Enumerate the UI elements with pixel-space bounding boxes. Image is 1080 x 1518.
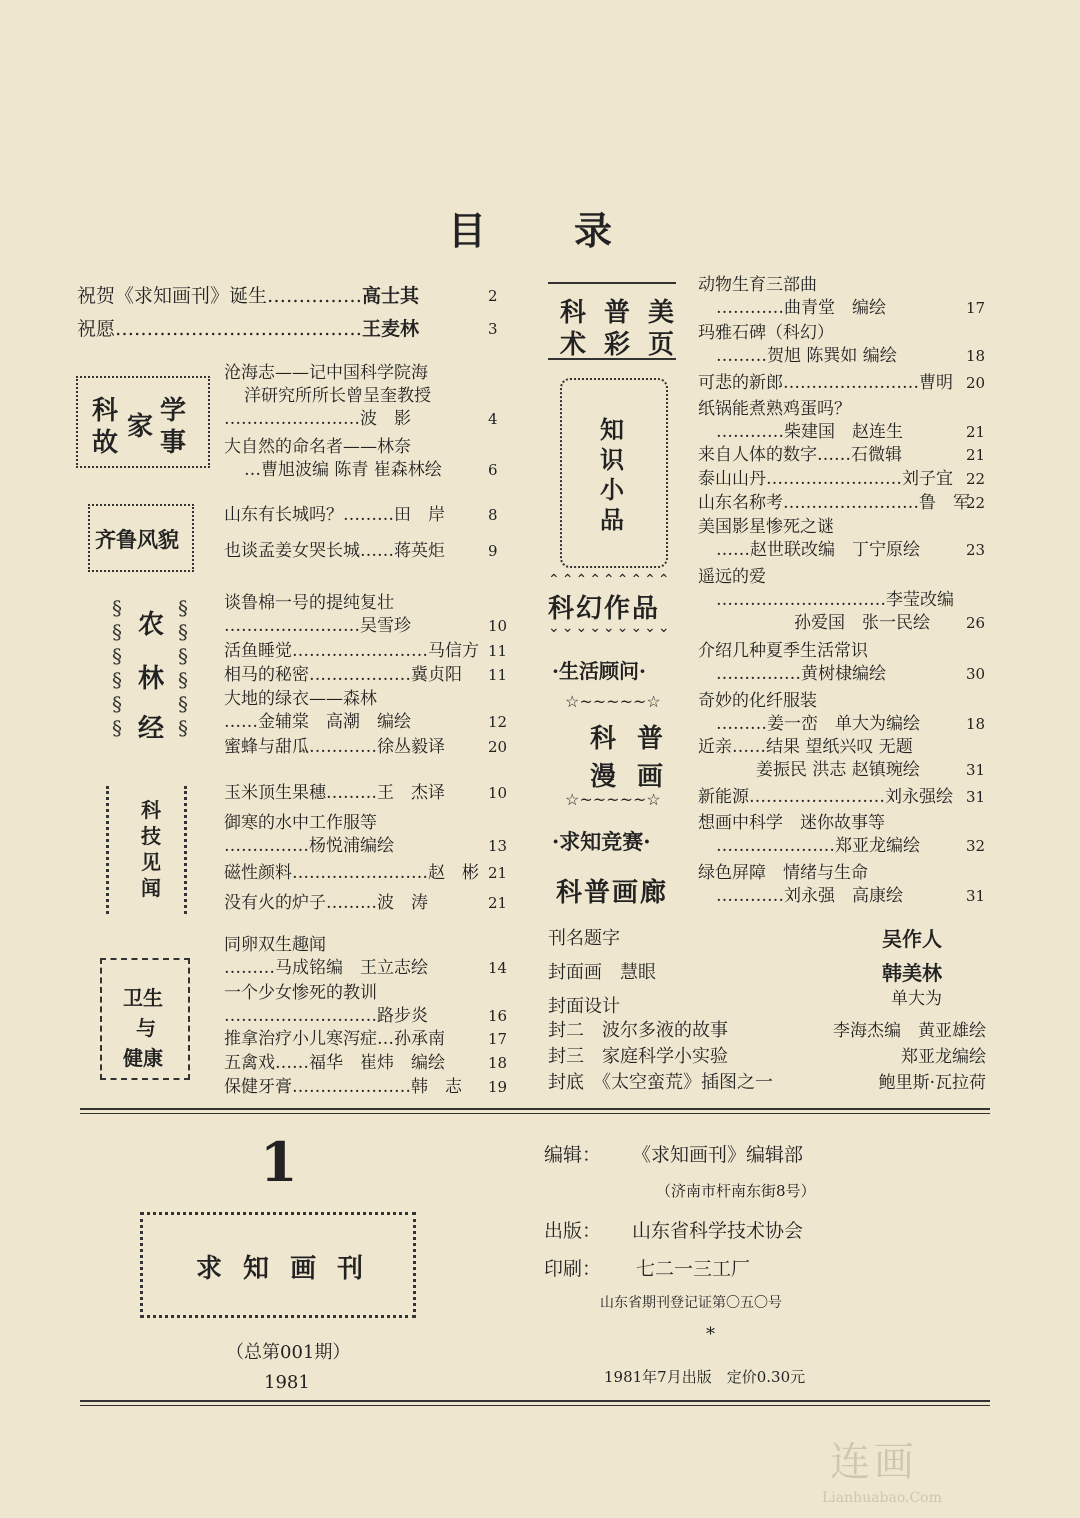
toc-entry-detail: ……赵世联改编 丁宁原绘: [716, 540, 920, 560]
page-number: 19: [488, 1078, 508, 1096]
section-label: 漫 画: [590, 762, 670, 792]
divider: [80, 1108, 990, 1110]
page-number: 17: [966, 299, 986, 317]
toc-entry[interactable]: 祝愿…………………………………王麦林: [77, 318, 420, 340]
toc-entry-detail: ……………………吴雪珍: [224, 616, 411, 636]
watermark-logo: 连画: [830, 1439, 918, 1485]
page-number: 11: [488, 642, 508, 660]
decoration: ⌄⌄⌄⌄⌄⌄⌄⌄⌄: [548, 620, 672, 636]
toc-entry-detail: ………姜一峦 单大为编绘: [716, 714, 920, 734]
publisher-value: 山东省科学技术协会: [632, 1220, 804, 1242]
toc-entry-title[interactable]: 蜜蜂与甜瓜…………徐丛毅译: [224, 737, 445, 757]
page-number: 10: [488, 617, 508, 635]
section-label: 科: [141, 798, 161, 822]
toc-entry-title[interactable]: 山东有长城吗？………田 岸: [224, 505, 445, 525]
section-label: 技: [141, 824, 161, 848]
editor-key: 编辑：: [544, 1144, 602, 1166]
decoration: ☆~~~~~☆: [565, 692, 661, 711]
toc-entry-title[interactable]: 玛雅石碑（科幻）: [698, 323, 834, 343]
section-label: 健康: [123, 1046, 163, 1070]
address: （济南市杆南东街8号）: [656, 1182, 816, 1200]
credit-label: 封面画 慧眼: [548, 962, 656, 983]
toc-entry-title[interactable]: 同卵双生趣闻: [224, 935, 326, 955]
toc-entry-title[interactable]: 动物生育三部曲: [698, 275, 817, 295]
section-label: 品: [600, 505, 624, 534]
section-label: 小: [600, 475, 624, 504]
wave-border: § § § § § §: [178, 596, 188, 740]
toc-entry-detail: ……………………波 影: [224, 409, 411, 429]
section-label: 卫生: [123, 986, 163, 1010]
toc-entry-title[interactable]: 大自然的命名者——林奈: [224, 437, 411, 457]
section-label: 经: [138, 714, 165, 744]
credit-value: 韩美林: [882, 961, 942, 985]
page-number: 4: [488, 410, 498, 428]
toc-entry-detail: …………柴建国 赵连生: [716, 422, 903, 442]
section-label: 科普美: [560, 298, 693, 328]
toc-entry-detail: …曹旭波编 陈青 崔森林绘: [244, 460, 442, 480]
issue-number: 1: [260, 1130, 298, 1194]
section-label: 林: [138, 664, 165, 694]
page-number: 20: [488, 738, 508, 756]
page-number: 12: [488, 713, 508, 731]
page-title: 目 录: [448, 208, 617, 253]
toc-entry-title[interactable]: 五禽戏……福华 崔炜 编绘: [224, 1053, 445, 1073]
divider: [548, 282, 676, 284]
page-number: 31: [966, 887, 986, 905]
section-label: 齐鲁风貌: [95, 527, 179, 552]
toc-entry-detail: ……………黄树棣编绘: [716, 664, 886, 684]
page-number: 18: [488, 1054, 508, 1072]
toc-entry-detail: …………………………李莹改编: [716, 590, 954, 610]
section-label: ·生活顾问·: [552, 659, 646, 683]
toc-entry-title[interactable]: 山东名称考……………………鲁 军: [698, 493, 970, 513]
editor-value: 《求知画刊》编辑部: [632, 1144, 804, 1166]
page-number: 13: [488, 837, 508, 855]
page-number: 16: [488, 1007, 508, 1025]
page-number: 10: [488, 784, 508, 802]
page-number: 6: [488, 461, 498, 479]
credit-label: 刊名题字: [548, 928, 620, 949]
section-label: 科 普: [590, 724, 670, 754]
credit-value: 李海杰编 黄亚雄绘: [833, 1021, 986, 1041]
toc-entry-detail: ………贺旭 陈巽如 编绘: [716, 346, 897, 366]
page-number: 11: [488, 666, 508, 684]
toc-entry-title[interactable]: 也谈孟姜女哭长城……蒋英炬: [224, 541, 445, 561]
page-number: 26: [966, 614, 986, 632]
toc-entry-detail: ……………杨悦浦编绘: [224, 836, 394, 856]
section-label: 知: [600, 415, 624, 444]
page-number: 9: [488, 542, 498, 560]
credit-value: 吴作人: [882, 927, 942, 951]
credit-value: 郑亚龙编绘: [901, 1047, 986, 1067]
page-number: 21: [488, 864, 508, 882]
toc-entry-detail: …………………郑亚龙编绘: [716, 836, 920, 856]
page-number: 2: [488, 287, 498, 305]
toc-entry-title[interactable]: 推拿治疗小儿寒泻症…孙承南: [224, 1029, 445, 1049]
divider: [80, 1113, 990, 1114]
page-number: 18: [966, 347, 986, 365]
page-number: 21: [488, 894, 508, 912]
credit-label: 封三 家庭科学小实验: [548, 1046, 728, 1067]
section-label: 农: [138, 610, 165, 640]
toc-entry-detail: …………曲青堂 编绘: [716, 298, 886, 318]
page-number: 31: [966, 761, 986, 779]
toc-entry-title[interactable]: 来自人体的数字……石微辑: [698, 445, 902, 465]
toc-entry-title[interactable]: 磁性颜料……………………赵 彬: [224, 863, 479, 883]
credit-label: 封底 《太空蛮荒》插图之一: [548, 1072, 773, 1093]
date-price: 1981年7月出版 定价0.30元: [604, 1368, 806, 1386]
toc-entry-title[interactable]: 介绍几种夏季生活常识: [698, 641, 868, 661]
decoration: ⌃⌃⌃⌃⌃⌃⌃⌃⌃: [548, 572, 672, 588]
toc-entry-title[interactable]: 美国影星惨死之谜: [698, 517, 834, 537]
border: [106, 786, 109, 914]
section-label: 见: [141, 850, 161, 874]
credit-value: 单大为: [891, 989, 942, 1009]
page-number: 31: [966, 788, 986, 806]
toc-entry-title[interactable]: 泰山山丹……………………刘子宜: [698, 469, 953, 489]
page-number: 17: [488, 1030, 508, 1048]
section-label: 事: [160, 428, 187, 458]
toc-entry-title[interactable]: 近亲……结果 望纸兴叹 无题: [698, 737, 913, 757]
toc-entry-detail: 孙爱国 张一民绘: [794, 613, 930, 633]
section-label: 与: [136, 1016, 156, 1040]
year: 1981: [264, 1372, 310, 1393]
toc-entry-detail: ………马成铭编 王立志绘: [224, 958, 428, 978]
toc-entry-title[interactable]: 保健牙膏…………………韩 志: [224, 1077, 462, 1097]
toc-entry-title[interactable]: 玉米顶生果穗………王 杰译: [224, 783, 445, 803]
registration: 山东省期刊登记证第〇五〇号: [600, 1295, 782, 1311]
toc-entry-title[interactable]: 相马的秘密………………冀贞阳: [224, 665, 462, 685]
page-number: 14: [488, 959, 508, 977]
page-number: 8: [488, 506, 498, 524]
section-label: 科普画廊: [556, 878, 669, 908]
credit-label: 封面设计: [548, 996, 620, 1017]
toc-entry-title[interactable]: 一个少女惨死的教训: [224, 983, 377, 1003]
divider: [80, 1400, 990, 1402]
toc-entry-title[interactable]: 可悲的新郎……………………曹明: [698, 373, 953, 393]
toc-entry-title[interactable]: 大地的绿衣——森林: [224, 689, 377, 709]
toc-entry-detail: …………刘永强 高康绘: [716, 886, 903, 906]
toc-entry-title[interactable]: 谈鲁棉一号的提纯复壮: [224, 593, 394, 613]
toc-entry-title[interactable]: 奇妙的化纤服装: [698, 691, 817, 711]
wave-border: § § § § § §: [112, 596, 122, 740]
toc-entry-title[interactable]: 没有火的炉子………波 涛: [224, 893, 428, 913]
decoration: ☆~~~~~☆: [565, 790, 661, 809]
publisher-key: 出版：: [544, 1220, 602, 1242]
section-label: ·求知竞赛·: [552, 829, 651, 854]
watermark-text: Lianhuabao.Com: [822, 1490, 942, 1506]
border: [184, 786, 187, 914]
toc-entry-title[interactable]: 绿色屏障 情绪与生命: [698, 863, 868, 883]
divider: [80, 1405, 990, 1406]
magazine-name: 求 知 画 刊: [196, 1254, 370, 1284]
printer-key: 印刷：: [544, 1258, 602, 1280]
section-label: 学: [160, 396, 187, 426]
toc-entry-title[interactable]: 遥远的爱: [698, 567, 766, 587]
toc-entry-title[interactable]: 活鱼睡觉……………………马信方: [224, 641, 479, 661]
toc-entry[interactable]: 祝贺《求知画刊》诞生……………高士其: [77, 285, 420, 307]
printer-value: 七二一三工厂: [636, 1258, 751, 1280]
toc-entry-title[interactable]: 纸锅能煮熟鸡蛋吗？: [698, 399, 851, 419]
page-number: 22: [966, 494, 986, 512]
section-label: 科幻作品: [548, 594, 661, 624]
toc-entry-title[interactable]: 御寒的水中工作服等: [224, 813, 377, 833]
toc-entry-detail: 洋研究所所长曾呈奎教授: [244, 386, 431, 406]
section-label: 故: [92, 428, 119, 458]
section-label: 科: [92, 396, 119, 426]
toc-entry-detail: 姜振民 洪志 赵镇琬绘: [756, 760, 920, 780]
section-label: 识: [600, 445, 624, 474]
page-number: 20: [966, 374, 986, 392]
toc-entry-title[interactable]: 想画中科学 迷你故事等: [698, 813, 885, 833]
toc-entry-title[interactable]: 新能源……………………刘永强绘: [698, 787, 953, 807]
star: *: [706, 1324, 715, 1345]
page-number: 30: [966, 665, 986, 683]
credit-label: 封二 波尔多液的故事: [548, 1020, 728, 1041]
total-issue: （总第001期）: [226, 1342, 351, 1363]
page-number: 22: [966, 470, 986, 488]
section-label: 闻: [141, 876, 161, 900]
page-number: 21: [966, 423, 986, 441]
credit-value: 鲍里斯·瓦拉荷: [878, 1073, 986, 1093]
page-number: 21: [966, 446, 986, 464]
page-number: 18: [966, 715, 986, 733]
page-number: 3: [488, 320, 498, 338]
toc-entry-title[interactable]: 沧海志——记中国科学院海: [224, 363, 428, 383]
page-number: 32: [966, 837, 986, 855]
section-label: 术彩页: [560, 330, 693, 360]
page-number: 23: [966, 541, 986, 559]
toc-entry-detail: ………………………路步炎: [224, 1006, 428, 1026]
section-label: 家: [127, 412, 154, 442]
toc-entry-detail: ……金辅棠 高潮 编绘: [224, 712, 411, 732]
